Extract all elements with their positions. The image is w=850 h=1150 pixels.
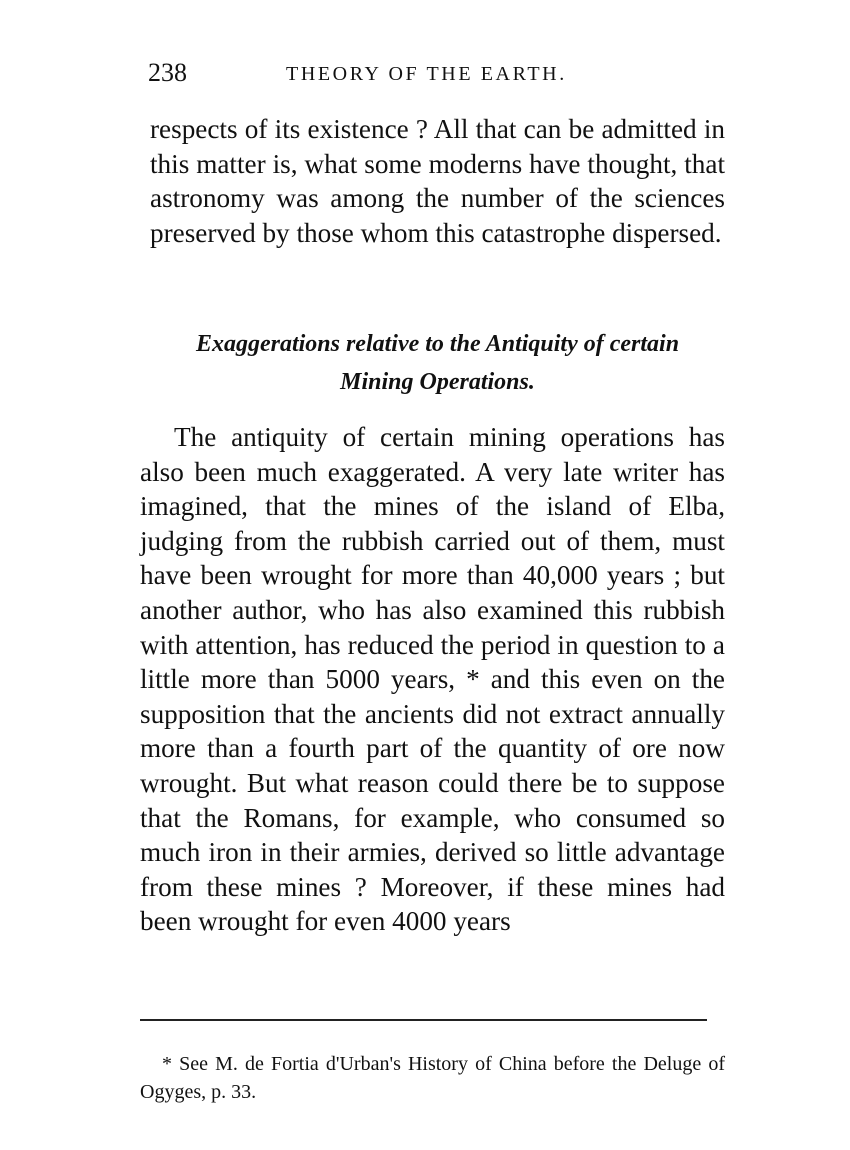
page-number: 238 [148, 58, 187, 87]
footnote-divider [140, 1019, 707, 1021]
main-paragraph: The antiquity of certain mining operations has also been much exaggerated. A very late writer has imagined, that the mines of the island of Elba, judging from the rubbish carried out of them, must have been wrought for more than 40,000 years ; but another author, who has also examined this rubbish with attention, has reduced the period in question to a little more than 5000 years, * and this even on the supposition that the ancients did not extract annually more than a fourth part of the quantity of ore now wrought. But what reason could there be to suppose that the Romans, for example, who consumed so much iron in their armies, derived so little advantage from these mines ? Moreover, if these mines had been wrought for even 4000 years [140, 422, 725, 937]
running-header [148, 58, 723, 92]
continued-paragraph: respects of its existence ? All that can be admitted in this matter is, what some moderns have thought, that astronomy was among the number of the sciences preserved by those whom this catastrophe dispersed. [150, 114, 725, 248]
footnote: * See M. de Fortia d'Urban's History of China before the Deluge of Ogyges, p. 33. [140, 1053, 725, 1103]
running-title: THEORY OF THE EARTH. [286, 63, 567, 85]
section-heading-line-1: Exaggerations relative to the Antiquity of certain [195, 331, 680, 357]
section-heading-line-2: Mining Operations. [340, 369, 535, 395]
section-heading [150, 325, 725, 401]
